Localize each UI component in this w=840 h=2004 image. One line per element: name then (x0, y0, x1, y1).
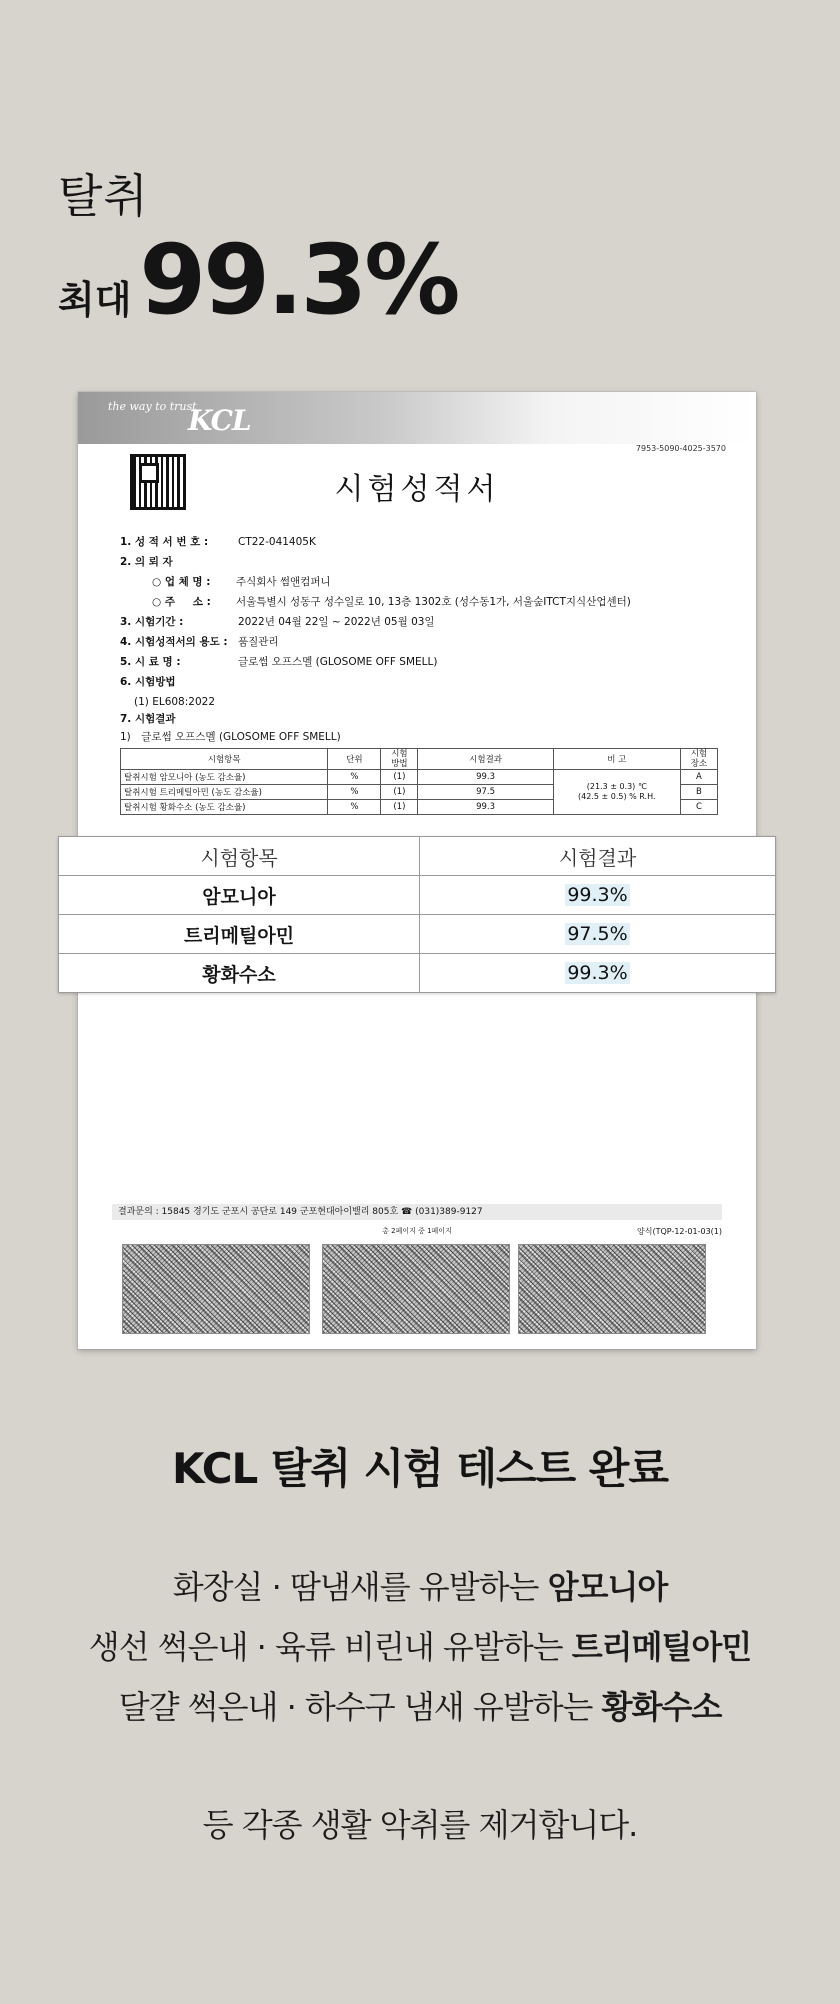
certificate-info (120, 532, 720, 712)
kcl-logo: KCL (188, 404, 251, 437)
table-header-row (59, 837, 776, 876)
table-row (59, 876, 776, 915)
info-row: 1. 성 적 서 번 호 : CT22-041405K (120, 536, 316, 548)
results-section-title: 7. 시험결과 (120, 713, 176, 725)
barcode-pattern-icon (322, 1244, 510, 1334)
table-row: 탈취시험 황화수소 (농도 감소율) % (1) 99.3 C (121, 800, 718, 815)
info-row: ○ 업 체 명 : 주식회사 썸앤컴퍼니 (152, 576, 331, 588)
description-line: 달걀 썩은내 · 하수구 냄새 유발하는 황화수소 (118, 1688, 722, 1726)
certificate-title: 시험성적서 (334, 472, 500, 507)
certificate-footer: 결과문의 : 15845 경기도 군포시 공단로 149 군포현대아이밸리 805호 ☎ (031)389-9127 (112, 1204, 722, 1220)
table-row (59, 954, 776, 993)
barcode-pattern-icon (518, 1244, 706, 1334)
result-value: 99.3% (567, 962, 628, 984)
headline-line1: 탈취 (58, 169, 149, 223)
results-section-sub: 1) 글로썸 오프스멜 (GLOSOME OFF SMELL) (120, 731, 341, 743)
result-value: 97.5% (567, 923, 628, 945)
table-row: 탈취시험 트리메틸아민 (농도 감소율) % (1) 97.5 B (121, 785, 718, 800)
result-item: 암모니아 (59, 876, 420, 915)
table-header-row: 시험항목 단위 시험 방법 시험결과 비 고 시험 장소 (121, 749, 718, 770)
table-row (59, 915, 776, 954)
form-number: 양식(TQP-12-01-03(1) (637, 1227, 722, 1236)
info-row: 4. 시험성적서의 용도 : 품질관리 (120, 636, 279, 648)
result-value: 99.3% (567, 884, 628, 906)
certificate-results-table (120, 748, 718, 815)
info-row: 2. 의 뢰 자 (120, 556, 173, 568)
certificate-slogan: the way to trust (108, 400, 197, 413)
result-item: 트리메틸아민 (59, 915, 420, 954)
info-row: ○ 주 소 : 서울특별시 성동구 성수일로 10, 13층 1302호 (성수동1가, 서울숲ITCT지식산업센터) (152, 596, 631, 608)
column-header-item: 시험항목 (59, 837, 420, 876)
certificate-banner (78, 392, 756, 444)
certificate-doc-number: 7953-5090-4025-3570 (635, 444, 726, 453)
headline-prefix: 최대 (58, 278, 132, 322)
headline-percent: 99.3% (139, 224, 458, 336)
results-summary-table (58, 836, 776, 993)
page-number: 총 2페이지 중 1페이지 (382, 1227, 452, 1235)
results-section (120, 710, 341, 746)
headline-line2 (58, 224, 458, 336)
info-row: 6. 시험방법 (120, 676, 176, 688)
table-row: 탈취시험 암모니아 (농도 감소율) % (1) 99.3 (21.3 ± 0.3) ℃ (42.5 ± 0.5) % R.H. A (121, 770, 718, 785)
description-line: 생선 썩은내 · 육류 비린내 유발하는 트리메틸아민 (88, 1628, 752, 1666)
section-title: KCL 탈취 시험 테스트 완료 (172, 1444, 668, 1493)
barcode-pattern-icon (122, 1244, 310, 1334)
closing-text: 등 각종 생활 악취를 제거합니다. (202, 1806, 638, 1844)
info-row: 3. 시험기간 : 2022년 04월 22일 ~ 2022년 05월 03일 (120, 616, 435, 628)
description-line: 화장실 · 땀냄새를 유발하는 암모니아 (172, 1568, 668, 1606)
result-item: 황화수소 (59, 954, 420, 993)
column-header-result: 시험결과 (420, 837, 776, 876)
info-row: 5. 시 료 명 : 글로썸 오프스멜 (GLOSOME OFF SMELL) (120, 656, 438, 668)
info-row: (1) EL608:2022 (134, 696, 215, 708)
